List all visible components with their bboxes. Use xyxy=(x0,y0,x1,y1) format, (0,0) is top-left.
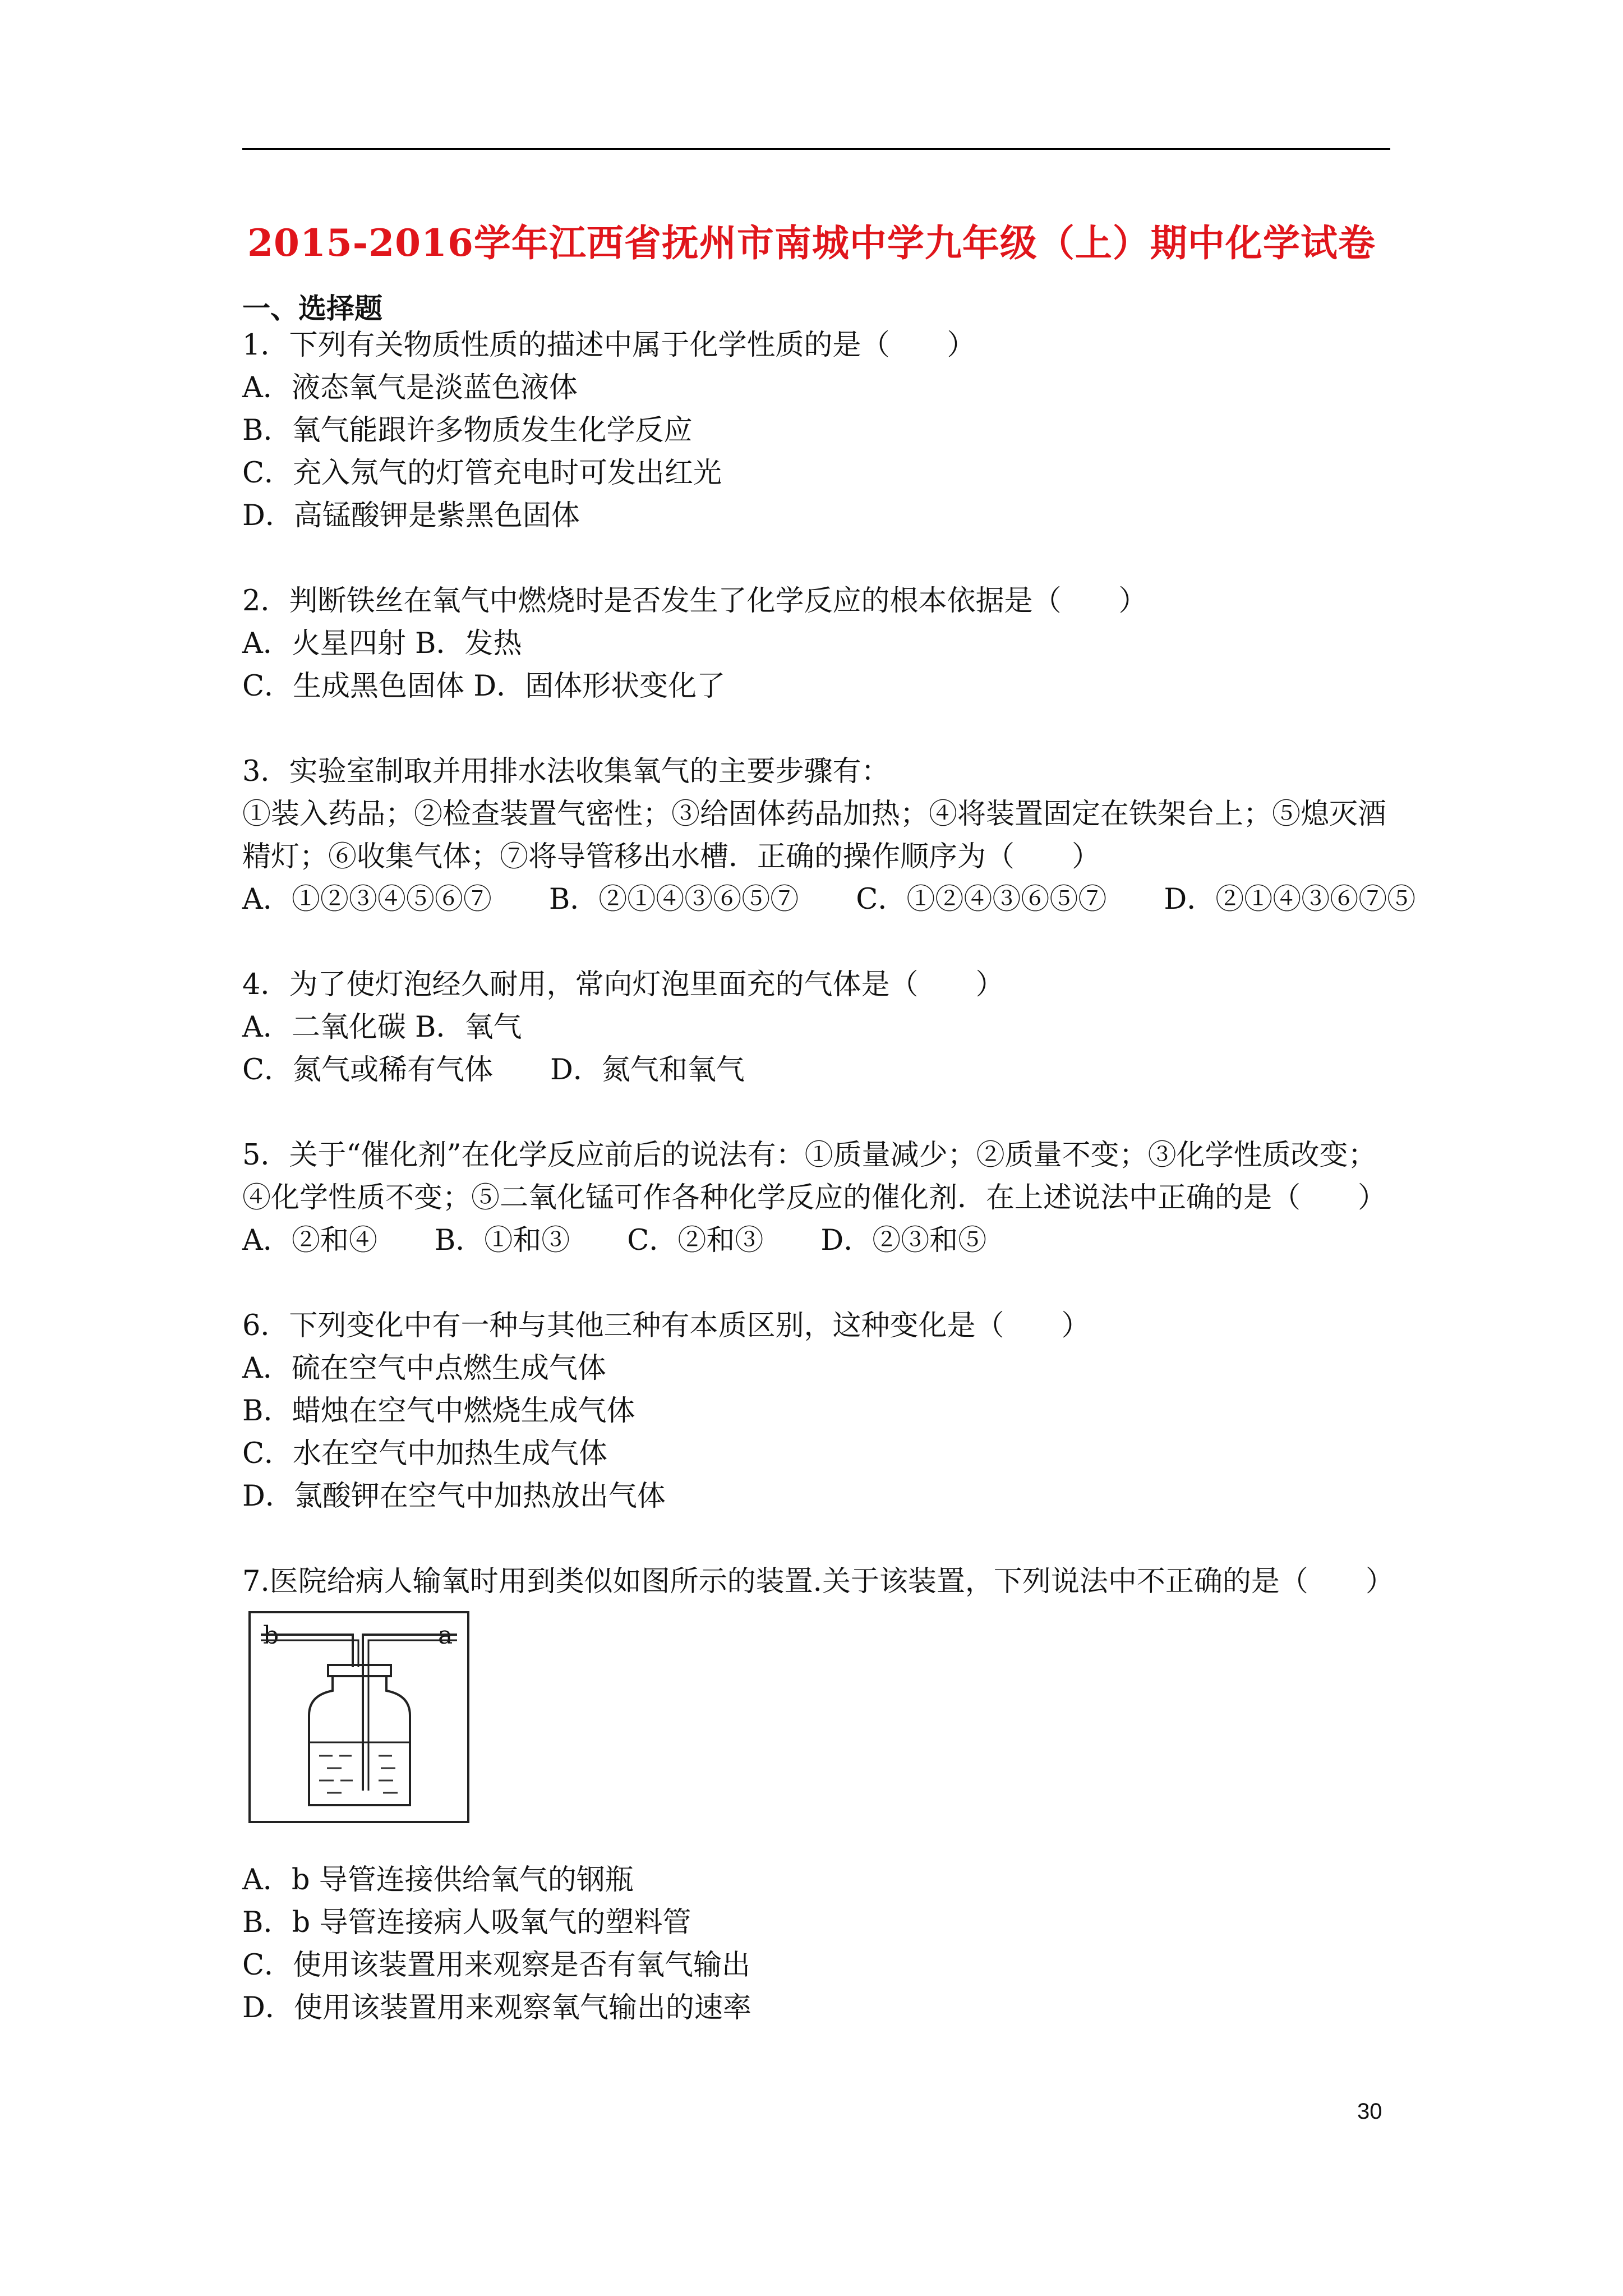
q7-option-c: C．使用该装置用来观察是否有氧气输出 xyxy=(242,1949,751,1982)
q5-options: A．②和④ B．①和③ C．②和③ D．②③和⑤ xyxy=(242,1224,987,1257)
q1-option-b: B．氧气能跟许多物质发生化学反应 xyxy=(242,414,693,447)
section-heading: 一、选择题 xyxy=(242,292,382,325)
q4-stem: 4．为了使灯泡经久耐用，常向灯泡里面充的气体是（ ） xyxy=(242,968,1004,1001)
q7-option-b: B．b 导管连接病人吸氧气的塑料管 xyxy=(242,1906,691,1939)
q1-option-c: C．充入氖气的灯管充电时可发出红光 xyxy=(242,457,722,490)
gas-washing-bottle-figure xyxy=(248,1611,469,1823)
q5-stem-line2: ④化学性质不变；⑤二氧化锰可作各种化学反应的催化剂．在上述说法中正确的是（ ） xyxy=(242,1181,1387,1214)
q5-stem-line1: 5．关于“催化剂”在化学反应前后的说法有：①质量减少；②质量不变；③化学性质改变； xyxy=(242,1139,1377,1172)
q1-option-a: A．液态氧气是淡蓝色液体 xyxy=(242,371,578,404)
page-number: 30 xyxy=(1357,2099,1382,2124)
q7-stem: 7.医院给病人输氧时用到类似如图所示的装置.关于该装置，下列说法中不正确的是（ ） xyxy=(242,1565,1394,1598)
q6-stem: 6．下列变化中有一种与其他三种有本质区别，这种变化是（ ） xyxy=(242,1309,1090,1342)
figure-label-b: b xyxy=(263,1621,279,1650)
q1-stem: 1．下列有关物质性质的描述中属于化学性质的是（ ） xyxy=(242,329,976,362)
q4-options-cd: C．氮气或稀有气体 D．氮气和氧气 xyxy=(242,1053,745,1087)
q6-option-b: B．蜡烛在空气中燃烧生成气体 xyxy=(242,1395,635,1428)
exam-title: 2015-2016学年江西省抚州市南城中学九年级（上）期中化学试卷 xyxy=(247,221,1376,265)
q2-options-cd: C．生成黑色固体 D．固体形状变化了 xyxy=(242,670,726,703)
q7-option-a: A．b 导管连接供给氧气的钢瓶 xyxy=(242,1864,634,1897)
q3-steps-line1: ①装入药品；②检查装置气密性；③给固体药品加热；④将装置固定在铁架台上；⑤熄灭酒 xyxy=(242,798,1387,831)
q3-stem: 3．实验室制取并用排水法收集氧气的主要步骤有： xyxy=(242,755,890,788)
bottle-stopper xyxy=(328,1665,391,1676)
q6-option-c: C．水在空气中加热生成气体 xyxy=(242,1437,608,1470)
q3-steps-line2: 精灯；⑥收集气体；⑦将导管移出水槽．正确的操作顺序为（ ） xyxy=(242,840,1101,873)
q7-option-d: D．使用该装置用来观察氧气输出的速率 xyxy=(242,1991,751,2024)
header-rule xyxy=(242,148,1390,150)
q2-options-ab: A．火星四射 B．发热 xyxy=(242,627,522,660)
q2-stem: 2．判断铁丝在氧气中燃烧时是否发生了化学反应的根本依据是（ ） xyxy=(242,585,1147,618)
q3-options: A．①②③④⑤⑥⑦ B．②①④③⑥⑤⑦ C．①②④③⑥⑤⑦ D．②①④③⑥⑦⑤ xyxy=(242,883,1416,916)
q6-option-d: D．氯酸钾在空气中加热放出气体 xyxy=(242,1480,666,1513)
figure-label-a: a xyxy=(438,1621,453,1650)
q1-option-d: D．高锰酸钾是紫黑色固体 xyxy=(242,499,580,532)
q4-options-ab: A．二氧化碳 B．氧气 xyxy=(242,1011,522,1044)
q6-option-a: A．硫在空气中点燃生成气体 xyxy=(242,1352,606,1385)
